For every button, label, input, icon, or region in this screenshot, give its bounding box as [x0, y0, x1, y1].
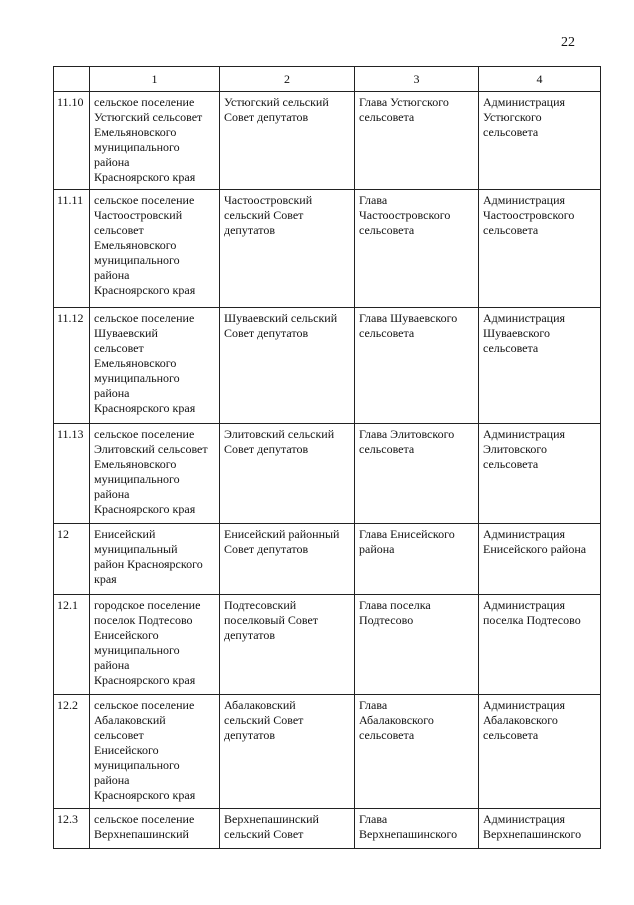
row-number: 12.1	[54, 595, 90, 695]
council-cell: Устюгский сельский Совет депутатов	[220, 92, 355, 190]
council-cell: Подтесовский поселковый Совет депутатов	[220, 595, 355, 695]
row-number: 12.3	[54, 809, 90, 849]
administration-cell: Администрация поселка Подтесово	[479, 595, 601, 695]
column-header: 4	[479, 67, 601, 92]
municipality-cell: городское поселение поселок Подтесово Енисейского муниципального района Красноярского края	[90, 595, 220, 695]
council-cell: Верхнепашинский сельский Совет	[220, 809, 355, 849]
administration-cell: Администрация Шуваевского сельсовета	[479, 308, 601, 424]
municipality-cell: Енисейский муниципальный район Красноярского края	[90, 524, 220, 595]
table-row	[54, 809, 601, 849]
row-number: 11.12	[54, 308, 90, 424]
council-cell: Енисейский районный Совет депутатов	[220, 524, 355, 595]
head-cell: Глава поселка Подтесово	[355, 595, 479, 695]
row-number: 12.2	[54, 695, 90, 809]
row-number: 11.11	[54, 190, 90, 308]
table-row	[54, 595, 601, 695]
table-row	[54, 524, 601, 595]
municipality-cell: сельское поселение Абалаковский сельсовет Енисейского муниципального района Красноярского края	[90, 695, 220, 809]
administration-cell: Администрация Енисейского района	[479, 524, 601, 595]
table-row	[54, 190, 601, 308]
column-header: 2	[220, 67, 355, 92]
administration-cell: Администрация Устюгского сельсовета	[479, 92, 601, 190]
row-number: 12	[54, 524, 90, 595]
council-cell: Абалаковский сельский Совет депутатов	[220, 695, 355, 809]
head-cell: Глава Енисейского района	[355, 524, 479, 595]
table-row	[54, 424, 601, 524]
administration-cell: Администрация Элитовского сельсовета	[479, 424, 601, 524]
head-cell: Глава Абалаковского сельсовета	[355, 695, 479, 809]
head-cell: Глава Частоостровского сельсовета	[355, 190, 479, 308]
column-header	[54, 67, 90, 92]
municipality-cell: сельское поселение Верхнепашинский	[90, 809, 220, 849]
column-header: 1	[90, 67, 220, 92]
municipality-cell: сельское поселение Шуваевский сельсовет Емельяновского муниципального района Красноярского края	[90, 308, 220, 424]
administration-cell: Администрация Абалаковского сельсовета	[479, 695, 601, 809]
municipality-cell: сельское поселение Устюгский сельсовет Емельяновского муниципального района Красноярского края	[90, 92, 220, 190]
municipality-cell: сельское поселение Элитовский сельсовет Емельяновского муниципального района Красноярского края	[90, 424, 220, 524]
council-cell: Элитовский сельский Совет депутатов	[220, 424, 355, 524]
table-row	[54, 92, 601, 190]
table-row	[54, 695, 601, 809]
page-number: 22	[561, 35, 575, 50]
head-cell: Глава Шуваевского сельсовета	[355, 308, 479, 424]
document-table	[53, 66, 601, 849]
head-cell: Глава Элитовского сельсовета	[355, 424, 479, 524]
table-header-row	[54, 67, 601, 92]
head-cell: Глава Устюгского сельсовета	[355, 92, 479, 190]
council-cell: Шуваевский сельский Совет депутатов	[220, 308, 355, 424]
municipality-cell: сельское поселение Частоостровский сельсовет Емельяновского муниципального района Красноярского края	[90, 190, 220, 308]
administration-cell: Администрация Верхнепашинского	[479, 809, 601, 849]
administration-cell: Администрация Частоостровского сельсовета	[479, 190, 601, 308]
council-cell: Частоостровский сельский Совет депутатов	[220, 190, 355, 308]
row-number: 11.10	[54, 92, 90, 190]
table-row	[54, 308, 601, 424]
column-header: 3	[355, 67, 479, 92]
head-cell: Глава Верхнепашинского	[355, 809, 479, 849]
row-number: 11.13	[54, 424, 90, 524]
